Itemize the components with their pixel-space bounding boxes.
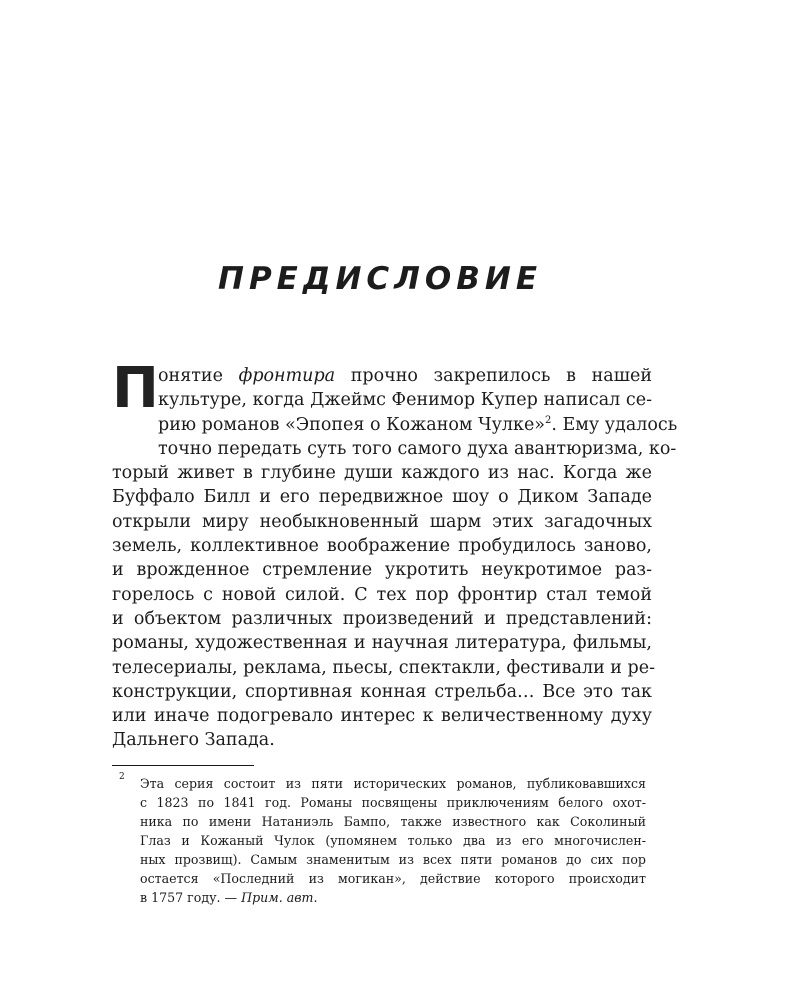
body-line: культуре, когда Джеймс Фенимор Купер написал се- [158,390,652,411]
body-line: торый живет в глубине души каждого из нас. Когда же [112,463,652,484]
body-line: открыли миру необыкновенный шарм этих загадочных [112,511,652,532]
body-line: романы, художественная и научная литература, фильмы, [112,633,652,654]
body-line: конструкции, спортивная конная стрельба… Все это так [112,681,652,702]
body-line: телесериалы, реклама, пьесы, спектакли, фестивали и ре- [112,657,656,678]
italic-term: фронтира [238,366,336,386]
body-line: горелось с новой силой. С тех пор фронтир стал темой [112,584,652,605]
footnote-line: с 1823 по 1841 год. Романы посвящены приключениям белого охот- [140,795,646,810]
body-line: Дальнего Запада. [112,730,275,751]
footnote-line: в 1757 году. — Прим. авт. [140,890,318,905]
footnote-note-italic: Прим. авт. [241,890,318,905]
page-title: ПРЕДИСЛОВИЕ [218,260,542,297]
main-text [112,356,678,753]
footnote [140,774,646,907]
footnote-divider [112,765,254,766]
body-line: онятие фронтира прочно закрепилось в нашей [158,366,652,386]
footnote-marker: 2 [119,772,125,782]
body-line: Буффало Билл и его передвижное шоу о Диком Западе [112,487,652,508]
footnote-line: ника по имени Натаниэль Бампо, также известного как Соколиный [140,814,646,829]
body-line: точно передать суть того самого духа авантюризма, ко- [158,438,677,459]
body-line: или иначе подогревало интерес к величественному духу [112,706,652,727]
footnote-line: ных прозвищ). Самым знаменитым из всех пяти романов до сих пор [140,852,646,867]
drop-cap: П [112,356,159,421]
footnote-line: Глаз и Кожаный Чулок (упомянем только два из его многочислен- [140,833,646,848]
footnote-line: остается «Последний из могикан», действие которого происходит [140,871,646,886]
footnote-reference[interactable]: 2 [545,414,552,426]
footnote-line: Эта серия состоит из пяти исторических романов, публиковавшихся [140,776,646,791]
body-line: и объектом различных произведений и представлений: [112,608,652,629]
body-line: и врожденное стремление укротить неукротимое раз- [112,560,652,581]
body-line: рию романов «Эпопея о Кожаном Чулке»$^2$. Ему удалось [158,414,678,435]
body-line: земель, коллективное воображение пробудилось заново, [112,536,652,557]
